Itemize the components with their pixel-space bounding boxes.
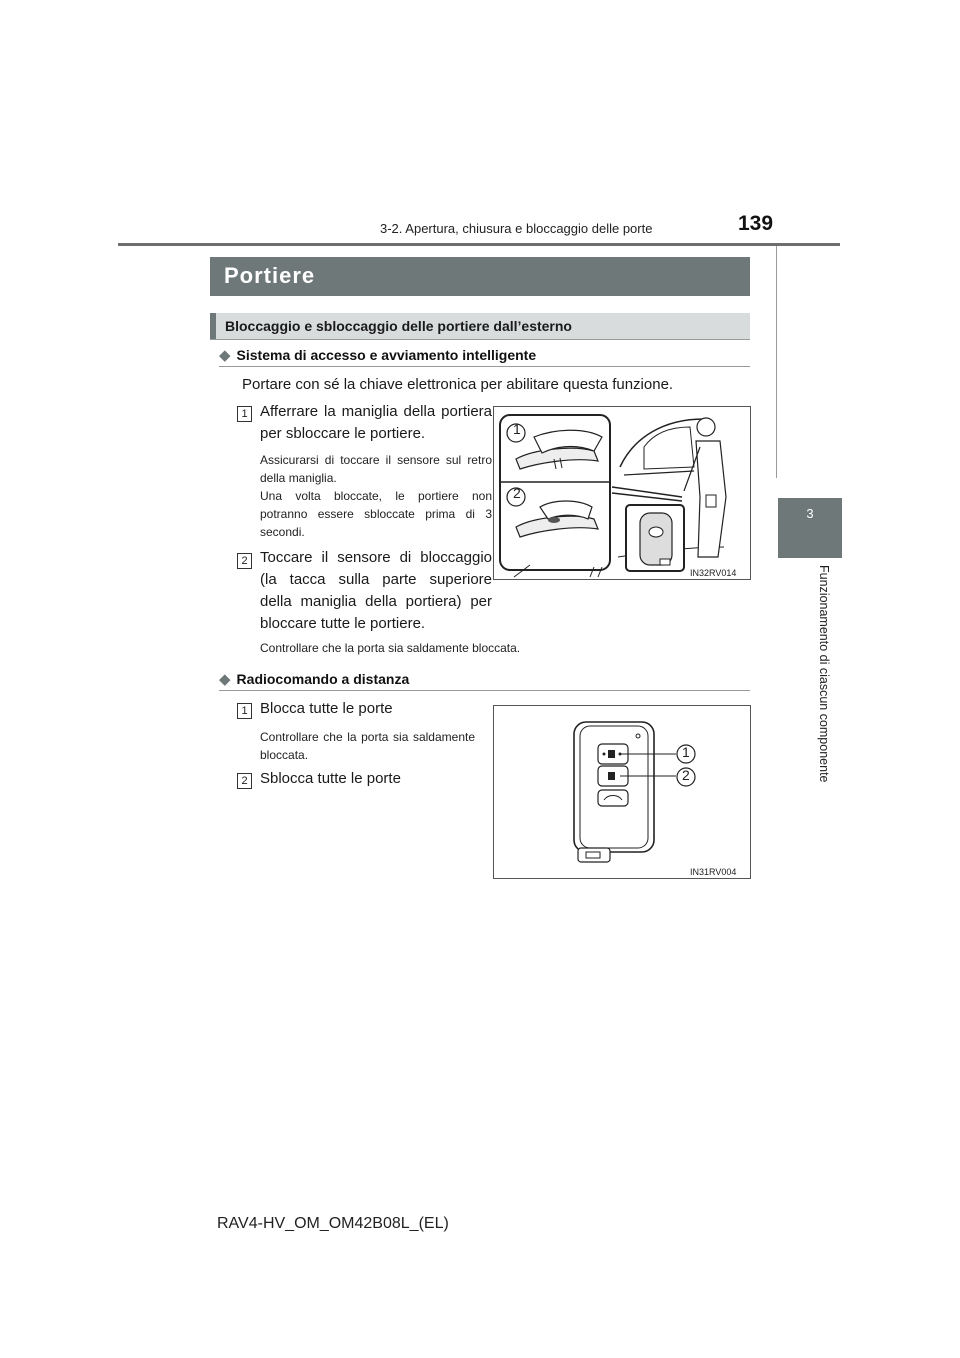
diamond-icon: ◆: [219, 347, 231, 364]
smart-entry-heading-text: Sistema di accesso e avviamento intelligente: [236, 347, 537, 363]
diamond-icon: ◆: [219, 671, 231, 688]
running-header-section: 3-2. Apertura, chiusura e bloccaggio delle porte: [380, 221, 653, 236]
side-tab-line: [776, 246, 777, 478]
step-number: 1: [237, 406, 252, 422]
page-number: 139: [738, 212, 774, 235]
door-handle-figure: [493, 406, 751, 580]
step-text: Sblocca tutte le porte: [260, 770, 401, 787]
subsection-marker: [210, 313, 216, 339]
smart-entry-rule: [219, 366, 750, 367]
figure-code: IN31RV004: [690, 867, 737, 877]
door-handle-illustration: [494, 407, 750, 579]
chapter-tab-number: 3: [806, 506, 814, 521]
remote-control-heading: [219, 670, 409, 688]
key-fob-illustration: [494, 706, 750, 878]
step-note: Controllare che la porta sia saldamente bloccata.: [260, 641, 521, 655]
step-number: 2: [237, 553, 252, 569]
section-title: Portiere: [224, 263, 316, 288]
key-fob-figure: [493, 705, 751, 879]
step-note: Assicurarsi di toccare il sensore sul retro della maniglia.: [260, 453, 492, 485]
subsection-bar: [210, 313, 750, 339]
figure-callout: 2: [682, 767, 690, 783]
step-text: Afferrare la maniglia della portiera per sbloccare le portiere.: [260, 403, 492, 442]
smart-entry-heading: [219, 346, 536, 364]
figure-callout: 2: [513, 485, 521, 501]
step-text: Blocca tutte le porte: [260, 700, 393, 717]
figure-code: IN32RV014: [690, 568, 737, 578]
figure-callout: 1: [682, 744, 690, 760]
remote-control-rule: [219, 690, 750, 691]
header-rule: [118, 243, 840, 246]
smart-entry-intro: Portare con sé la chiave elettronica per abilitare questa funzione.: [242, 376, 674, 393]
remote-control-heading-text: Radiocomando a distanza: [236, 671, 410, 687]
step-text: Toccare il sensore di bloccaggio (la tacca sulla parte superiore della maniglia della portiera) per bloccare tutte le portiere.: [260, 549, 492, 632]
step-number: 1: [237, 703, 252, 719]
step-note: Controllare che la porta sia saldamente bloccata.: [260, 730, 475, 762]
step-note: Una volta bloccate, le portiere non potranno essere sbloccate prima di 3 secondi.: [260, 489, 492, 539]
figure-callout: 1: [513, 421, 521, 437]
document-code: RAV4-HV_OM_OM42B08L_(EL): [217, 1215, 449, 1232]
chapter-tab-label: Funzionamento di ciascun componente: [817, 565, 831, 783]
section-title-banner: [210, 257, 750, 296]
chapter-tab: [778, 498, 842, 558]
subsection-title: Bloccaggio e sbloccaggio delle portiere dall’esterno: [225, 318, 572, 334]
step-number: 2: [237, 773, 252, 789]
subsection-rule: [210, 339, 750, 340]
